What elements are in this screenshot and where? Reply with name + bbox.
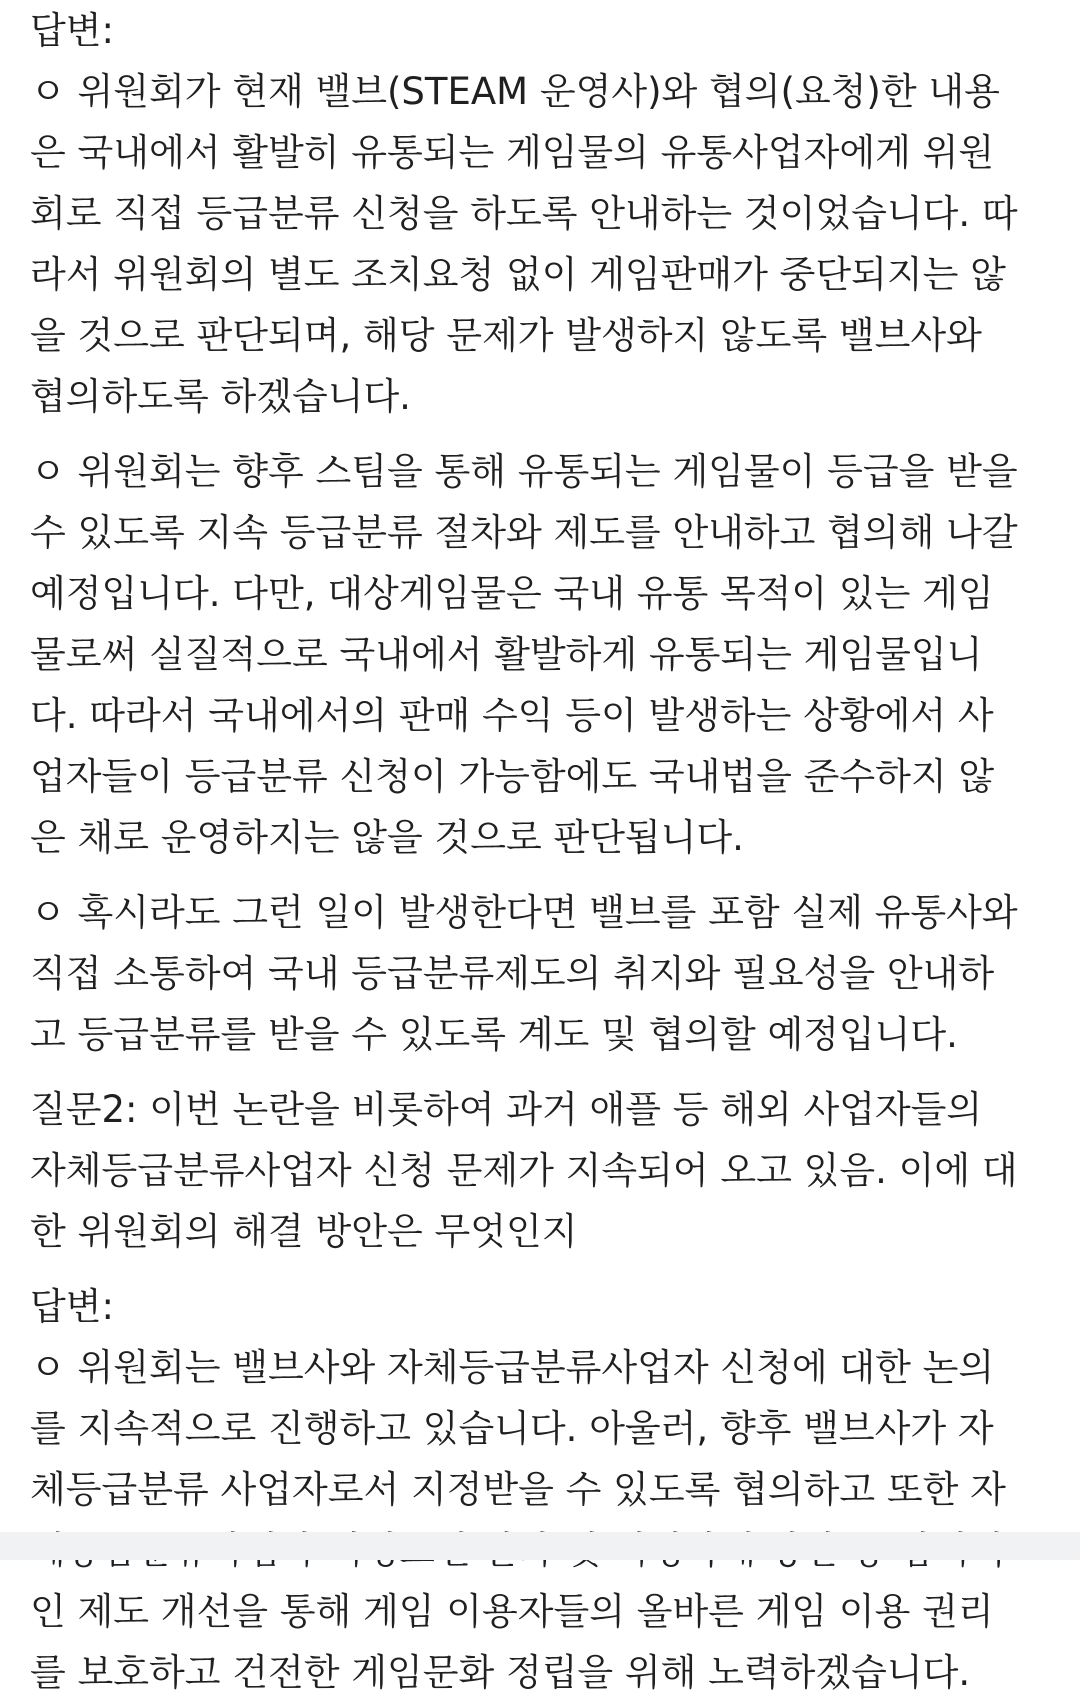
document-body — [30, 0, 1070, 1703]
answer-block-2 — [30, 441, 1070, 868]
paragraph-gap — [30, 1262, 1070, 1276]
text-line: 은 국내에서 활발히 유통되는 게임물의 유통사업자에게 위원 — [30, 131, 995, 174]
answer-block-1 — [30, 0, 1070, 427]
answer-block-4 — [30, 1276, 1070, 1703]
text-line: 고 등급분류를 받을 수 있도록 계도 및 협의할 예정입니다. — [30, 1013, 958, 1056]
paragraph-gap — [30, 427, 1070, 441]
text-line: 협의하도록 하겠습니다. — [30, 375, 411, 418]
text-line: ㅇ 위원회가 현재 밸브(STEAM 운영사)와 협의(요청)한 내용 — [30, 70, 1000, 113]
text-line: 직접 소통하여 국내 등급분류제도의 취지와 필요성을 안내하 — [30, 952, 995, 995]
text-line: 라서 위원회의 별도 조치요청 없이 게임판매가 중단되지는 않 — [30, 253, 1006, 296]
text-line: 물로써 실질적으로 국내에서 활발하게 유통되는 게임물입니 — [30, 633, 983, 676]
text-line: ㅇ 혹시라도 그런 일이 발생한다면 밸브를 포함 실제 유통사와 — [30, 891, 1018, 934]
text-line: 업자들이 등급분류 신청이 가능함에도 국내법을 준수하지 않 — [30, 755, 995, 798]
bottom-edge-bar — [0, 1532, 1080, 1560]
text-line: 다. 따라서 국내에서의 판매 수익 등이 발생하는 상황에서 사 — [30, 694, 994, 737]
text-line: 를 보호하고 건전한 게임문화 정립을 위해 노력하겠습니다. — [30, 1651, 971, 1694]
answer-label: 답변: — [30, 1285, 114, 1328]
text-line: 은 채로 운영하지는 않을 것으로 판단됩니다. — [30, 816, 744, 859]
question-line: 한 위원회의 해결 방안은 무엇인지 — [30, 1210, 578, 1253]
text-line: ㅇ 위원회는 향후 스팀을 통해 유통되는 게임물이 등급을 받을 — [30, 450, 1018, 493]
text-line: 예정입니다. 다만, 대상게임물은 국내 유통 목적이 있는 게임 — [30, 572, 994, 615]
question-block-2 — [30, 1079, 1070, 1262]
text-line: 회로 직접 등급분류 신청을 하도록 안내하는 것이었습니다. 따 — [30, 192, 1018, 235]
text-line: 를 지속적으로 진행하고 있습니다. 아울러, 향후 밸브사가 자 — [30, 1407, 994, 1450]
answer-block-3 — [30, 882, 1070, 1065]
question-line: 질문2: 이번 논란을 비롯하여 과거 애플 등 해외 사업자들의 — [30, 1088, 983, 1131]
question-line: 자체등급분류사업자 신청 문제가 지속되어 오고 있음. 이에 대 — [30, 1149, 1018, 1192]
text-line: 체등급분류 사업자로서 지정받을 수 있도록 협의하고 또한 자 — [30, 1468, 1006, 1511]
paragraph-gap — [30, 1065, 1070, 1079]
answer-label: 답변: — [30, 9, 114, 52]
text-line: ㅇ 위원회는 밸브사와 자체등급분류사업자 신청에 대한 논의 — [30, 1346, 995, 1389]
text-line: 수 있도록 지속 등급분류 절차와 제도를 안내하고 협의해 나갈 — [30, 511, 1018, 554]
paragraph-gap — [30, 868, 1070, 882]
text-line: 을 것으로 판단되며, 해당 문제가 발생하지 않도록 밸브사와 — [30, 314, 982, 357]
text-line: 인 제도 개선을 통해 게임 이용자들의 올바른 게임 이용 권리 — [30, 1590, 994, 1633]
